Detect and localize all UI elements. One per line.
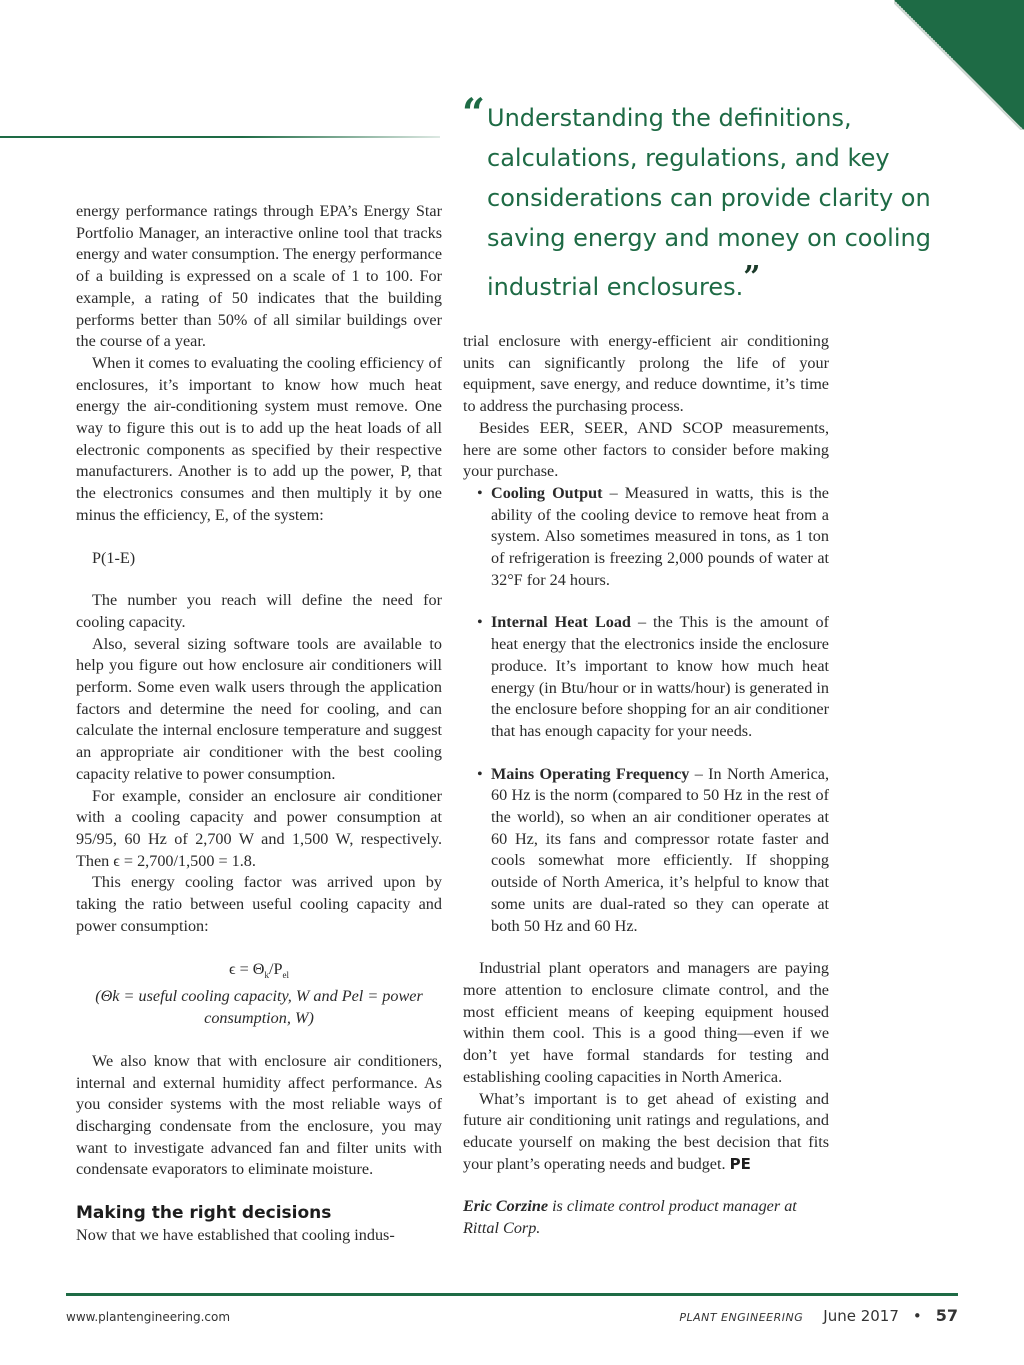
article-left-column xyxy=(76,201,442,1247)
footer-url: www.plantengineering.com xyxy=(66,1310,231,1324)
bullet-dot: • xyxy=(477,764,483,783)
paragraph: This energy cooling factor was arrived upon by taking the ratio between useful cooling capacity and power consumption: xyxy=(76,873,442,935)
issue-date: June 2017 xyxy=(823,1307,899,1325)
footer-divider xyxy=(66,1293,958,1296)
footer-info xyxy=(679,1306,958,1325)
bullet-item xyxy=(463,483,829,592)
equation-caption: (Θk = useful cooling capacity, W and Pel = power consumption, W) xyxy=(95,987,423,1028)
spacer xyxy=(463,591,829,612)
publication-name: PLANT ENGINEERING xyxy=(679,1311,804,1324)
top-divider xyxy=(0,136,440,138)
paragraph: The number you reach will define the need for cooling capacity. xyxy=(76,591,442,631)
spacer xyxy=(463,743,829,764)
paragraph: Now that we have established that cooling indus- xyxy=(76,1226,395,1245)
bullet-item xyxy=(463,612,829,742)
footer-separator: • xyxy=(912,1307,922,1325)
bullet-text: – Measured in watts, this is the ability of the cooling device to remove heat from a system. Also sometimes measured in tons, as 1 ton of refrigeration is freezing 2,000 pounds of water at 32°F for 24 hours. xyxy=(491,483,829,589)
paragraph: Besides EER, SEER, AND SCOP measurements, here are some other factors to consider before making your purchase. xyxy=(463,418,829,481)
equation: $\epsilon = \Theta_k/P_{el}$ xyxy=(229,959,289,980)
spacer xyxy=(76,938,442,959)
formula: P(1-E) xyxy=(92,548,136,567)
author-name: Eric Corzine xyxy=(463,1197,549,1216)
paragraph: When it comes to evaluating the cooling efficiency of enclosures, it’s important to know how much heat energy the air-conditioning system must remove. One way to figure this out is to add up the heat loads of all electronic components as specified by their respective manufacturers. Another is to add up the power, P, that the electronics consumes and then multiply it by one minus the efficiency, E, of the system: xyxy=(76,353,442,524)
paragraph: trial enclosure with energy-efficient air conditioning units can significantly prolong the life of your equipment, save energy, and reduce downtime, it’s time to address the purchasing process. xyxy=(463,332,829,416)
bullet-item xyxy=(463,764,829,938)
spacer xyxy=(76,1030,442,1051)
pull-quote-rest: on saving energy and money on cooling industrial enclosures. xyxy=(487,184,931,301)
author-byline xyxy=(463,1196,829,1239)
page-number: 57 xyxy=(935,1306,958,1325)
article-right-column xyxy=(463,331,829,1240)
section-heading: Making the right decisions xyxy=(76,1203,332,1224)
open-quote-mark: “ xyxy=(462,90,486,137)
bullet-title: Mains Operating Frequency xyxy=(491,764,690,783)
author-role: is climate control product manager at Rittal Corp. xyxy=(463,1197,797,1238)
bullet-text: – the This is the amount of heat energy that the electronics inside the enclosure produce. It’s important to know how much heat energy (in Btu/hour or in watts/hour) is generated in the enclosure before shopping for an air conditioner that has enough capacity for your needs. xyxy=(491,613,830,740)
paragraph: energy performance ratings through EPA’s Energy Star Portfolio Manager, an interactive online tool that tracks energy and water consumption. The energy performance of a building is expressed on a scale of 1 to 100. For example, a rating of 50 indicates that the building performs better than 50% of all similar buildings over the course of a year. xyxy=(76,202,442,351)
close-quote-mark: ” xyxy=(743,260,761,295)
bullet-dot: • xyxy=(477,483,483,502)
bullet-title: Cooling Output xyxy=(491,483,603,502)
paragraph: We also know that with enclosure air conditioners, internal and external humidity affect performance. As you consider systems with the most reliable ways of discharging condensate from the enclosure, you may want to investigate advanced fan and filter units with condensate evaporators to eliminate moisture. xyxy=(76,1051,442,1179)
paragraph: Industrial plant operators and managers are paying more attention to enclosure climate control, and the most efficient means of keeping equipment housed within them cool. This is a good thing—even if we don’t yet have formal standards for testing and establishing cooling capacities in North America. xyxy=(463,959,829,1086)
spacer xyxy=(463,937,829,958)
paragraph: Also, several sizing software tools are available to help you figure out how enclosure air conditioners will perform. Some even walk users through the application factors and determine the need for cooling, and can calculate the internal enclosure temperature and suggest an appropriate air conditioner with the best cooling capacity relative to power consumption. xyxy=(76,634,442,783)
bullet-title: Internal Heat Load xyxy=(491,613,631,632)
pe-end-mark-icon: PE xyxy=(729,1154,751,1173)
bullet-dot: • xyxy=(477,613,483,632)
paragraph: What’s important is to get ahead of existing and future air conditioning unit ratings and regulations, and educate yourself on making the best decision that fits your plant’s operating needs and budget. PE xyxy=(463,1089,829,1173)
bullet-text: – In North America, 60 Hz is the norm (compared to 50 Hz in the rest of the world), so when an air conditioner operates at 60 Hz, its fans and compressor rotate faster and cools somewhat more efficiently. If shopping outside of North America, it’s helpful to know that some units are dual-rated so they can operate at both 50 Hz and 60 Hz. xyxy=(491,764,829,935)
pull-quote-emphasis: Understanding the definitions, calculations, regulations, and key considerations can provide clarity xyxy=(487,104,894,212)
pull-quote xyxy=(462,90,932,307)
paragraph: For example, consider an enclosure air conditioner with a cooling capacity and power consumption at 95/95, 60 Hz of 2,700 W and 1,500 W, respectively. Then ϵ = 2,700/1,500 = 1.8. xyxy=(76,786,442,870)
